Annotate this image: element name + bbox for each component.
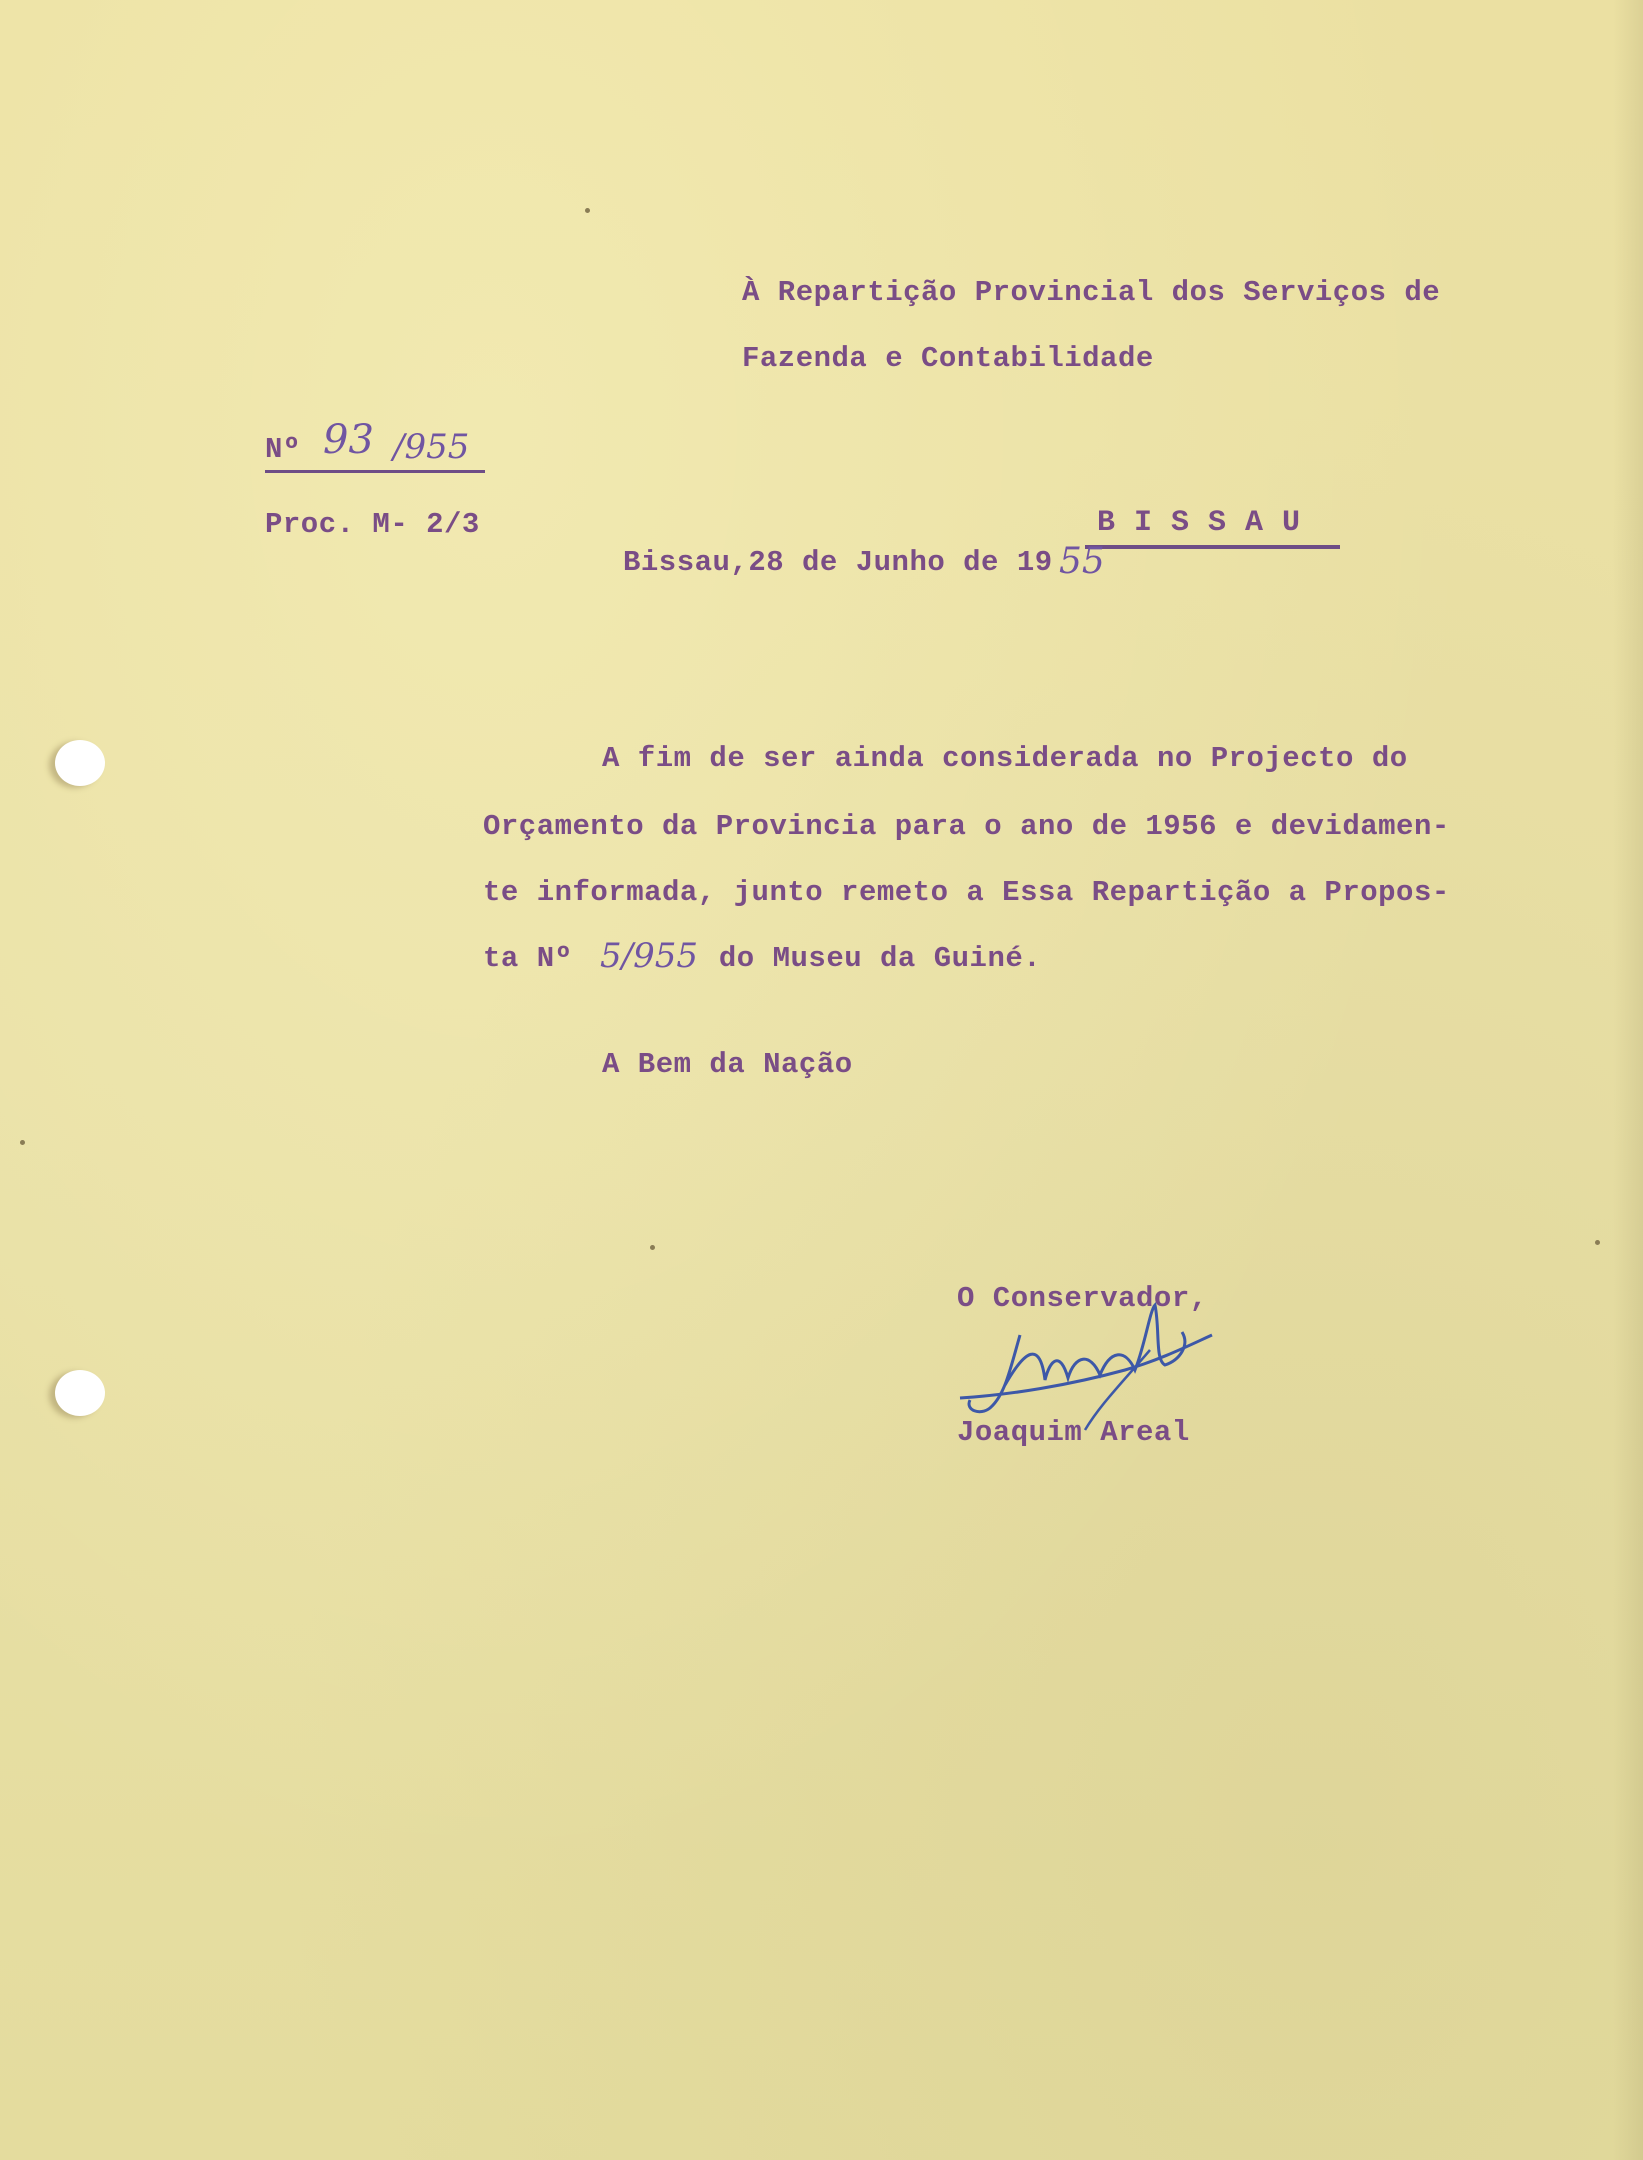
paper-speck [585,208,590,213]
body-line-2: Orçamento da Provincia para o ano de 1956 e devidamen- [483,810,1450,843]
body-line-4 [483,936,1183,984]
body-line-4-prefix: ta Nº [483,942,591,975]
paper-speck [1595,1240,1600,1245]
addressee-line-2: Fazenda e Contabilidade [742,342,1154,375]
addressee-line-1: À Repartição Provincial dos Serviços de [742,276,1441,309]
paper-speck [20,1140,25,1145]
reference-underline [265,470,485,473]
punch-hole-top [55,740,105,786]
place-stamp: B I S S A U [1097,506,1301,540]
closing-salutation: A Bem da Nação [602,1048,853,1081]
reference-number-year: /955 [393,427,470,467]
body-line-1: A fim de ser ainda considerada no Projecto do [602,742,1408,775]
date-line-text: Bissau,28 de Junho de 19 [623,546,1053,579]
reference-number [265,417,485,470]
date-line [623,541,1143,588]
reference-number-handwritten: 93 [323,417,374,463]
proposal-number-handwritten: 5/955 [600,936,698,976]
body-line-3: te informada, junto remeto a Essa Repartição a Propos- [483,876,1450,909]
process-reference: Proc. M- 2/3 [265,508,480,541]
date-year-handwritten: 55 [1059,541,1105,582]
punch-hole-bottom [55,1370,105,1416]
signatory-title: O Conservador, [957,1282,1208,1315]
paper-speck [650,1245,655,1250]
signatory-name: Joaquim Areal [957,1416,1190,1449]
reference-number-prefix: Nº [265,433,301,466]
body-line-4-suffix: do Museu da Guiné. [701,942,1042,975]
